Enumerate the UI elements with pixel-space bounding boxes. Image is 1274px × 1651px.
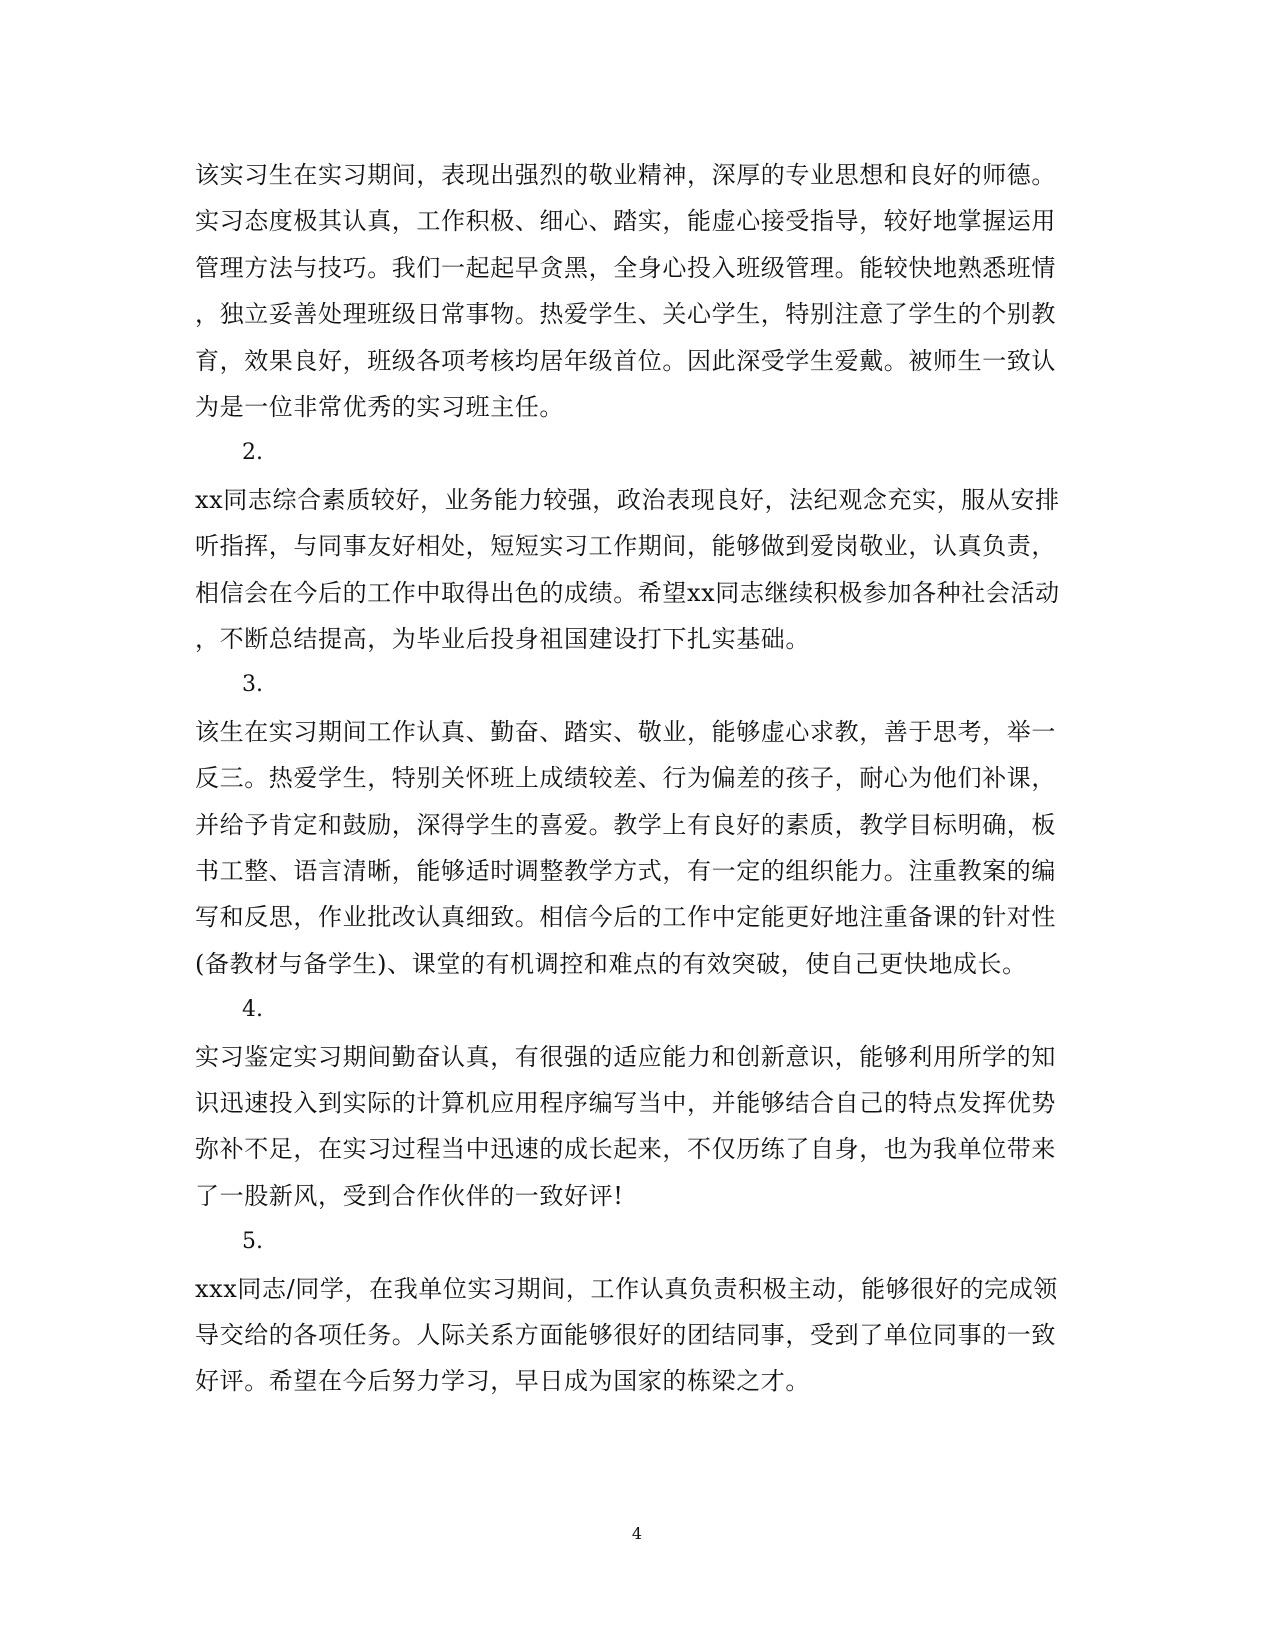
paragraph-line: 管理方法与技巧。我们一起起早贪黑，全身心投入班级管理。能较快地熟悉班情 [195,254,1056,282]
paragraph-line: 为是一位非常优秀的实习班主任。 [195,393,564,421]
paragraph-line: ，不断总结提高，为毕业后投身祖国建设打下扎实基础。 [195,625,810,653]
paragraph-line: 反三。热爱学生，特别关怀班上成绩较差、行为偏差的孩子，耐心为他们补课， [195,764,1056,792]
paragraph-line: 听指挥，与同事友好相处，短短实习工作期间，能够做到爱岗敬业，认真负责， [195,532,1056,560]
paragraph-line: 了一股新风，受到合作伙伴的一致好评! [195,1182,624,1210]
paragraph-line: 弥补不足，在实习过程当中迅速的成长起来，不仅历练了自身，也为我单位带来 [195,1135,1056,1163]
paragraph-line: 导交给的各项任务。人际关系方面能够很好的团结同事，受到了单位同事的一致 [195,1321,1056,1349]
paragraph-line: 书工整、语言清晰，能够适时调整教学方式，有一定的组织能力。注重教案的编 [195,857,1056,885]
item-number: 2. [242,440,263,465]
paragraph-line: ，独立妥善处理班级日常事物。热爱学生、关心学生，特别注意了学生的个别教 [195,300,1056,328]
paragraph-line: 好评。希望在今后努力学习，早日成为国家的栋梁之才。 [195,1367,810,1395]
item-number: 5. [242,1229,263,1254]
paragraph-line: xx同志综合素质较好，业务能力较强，政治表现良好，法纪观念充实，服从安排 [195,486,1060,514]
paragraph-line: 该生在实习期间工作认真、勤奋、踏实、敬业，能够虚心求教，善于思考，举一 [195,718,1056,746]
paragraph-line: 识迅速投入到实际的计算机应用程序编写当中，并能够结合自己的特点发挥优势 [195,1089,1056,1117]
paragraph-line: 该实习生在实习期间，表现出强烈的敬业精神，深厚的专业思想和良好的师德。 [195,161,1056,189]
paragraph-line: 相信会在今后的工作中取得出色的成绩。希望xx同志继续积极参加各种社会活动 [195,579,1060,607]
paragraph-line: 育，效果良好，班级各项考核均居年级首位。因此深受学生爱戴。被师生一致认 [195,347,1056,375]
paragraph-line: (备教材与备学生)、课堂的有机调控和难点的有效突破，使自己更快地成长。 [195,950,1027,978]
item-number: 4. [242,997,263,1022]
item-number: 3. [242,672,263,697]
paragraph-line: 并给予肯定和鼓励，深得学生的喜爱。教学上有良好的素质，教学目标明确，板 [195,811,1056,839]
paragraph-line: 实习态度极其认真，工作积极、细心、踏实，能虚心接受指导，较好地掌握运用 [195,207,1056,235]
paragraph-line: xxx同志/同学，在我单位实习期间，工作认真负责积极主动，能够很好的完成领 [195,1275,1058,1303]
paragraph-line: 写和反思，作业批改认真细致。相信今后的工作中定能更好地注重备课的针对性 [195,903,1056,931]
paragraph-line: 实习鉴定实习期间勤奋认真，有很强的适应能力和创新意识，能够利用所学的知 [195,1043,1056,1071]
page-number: 4 [631,1524,643,1543]
